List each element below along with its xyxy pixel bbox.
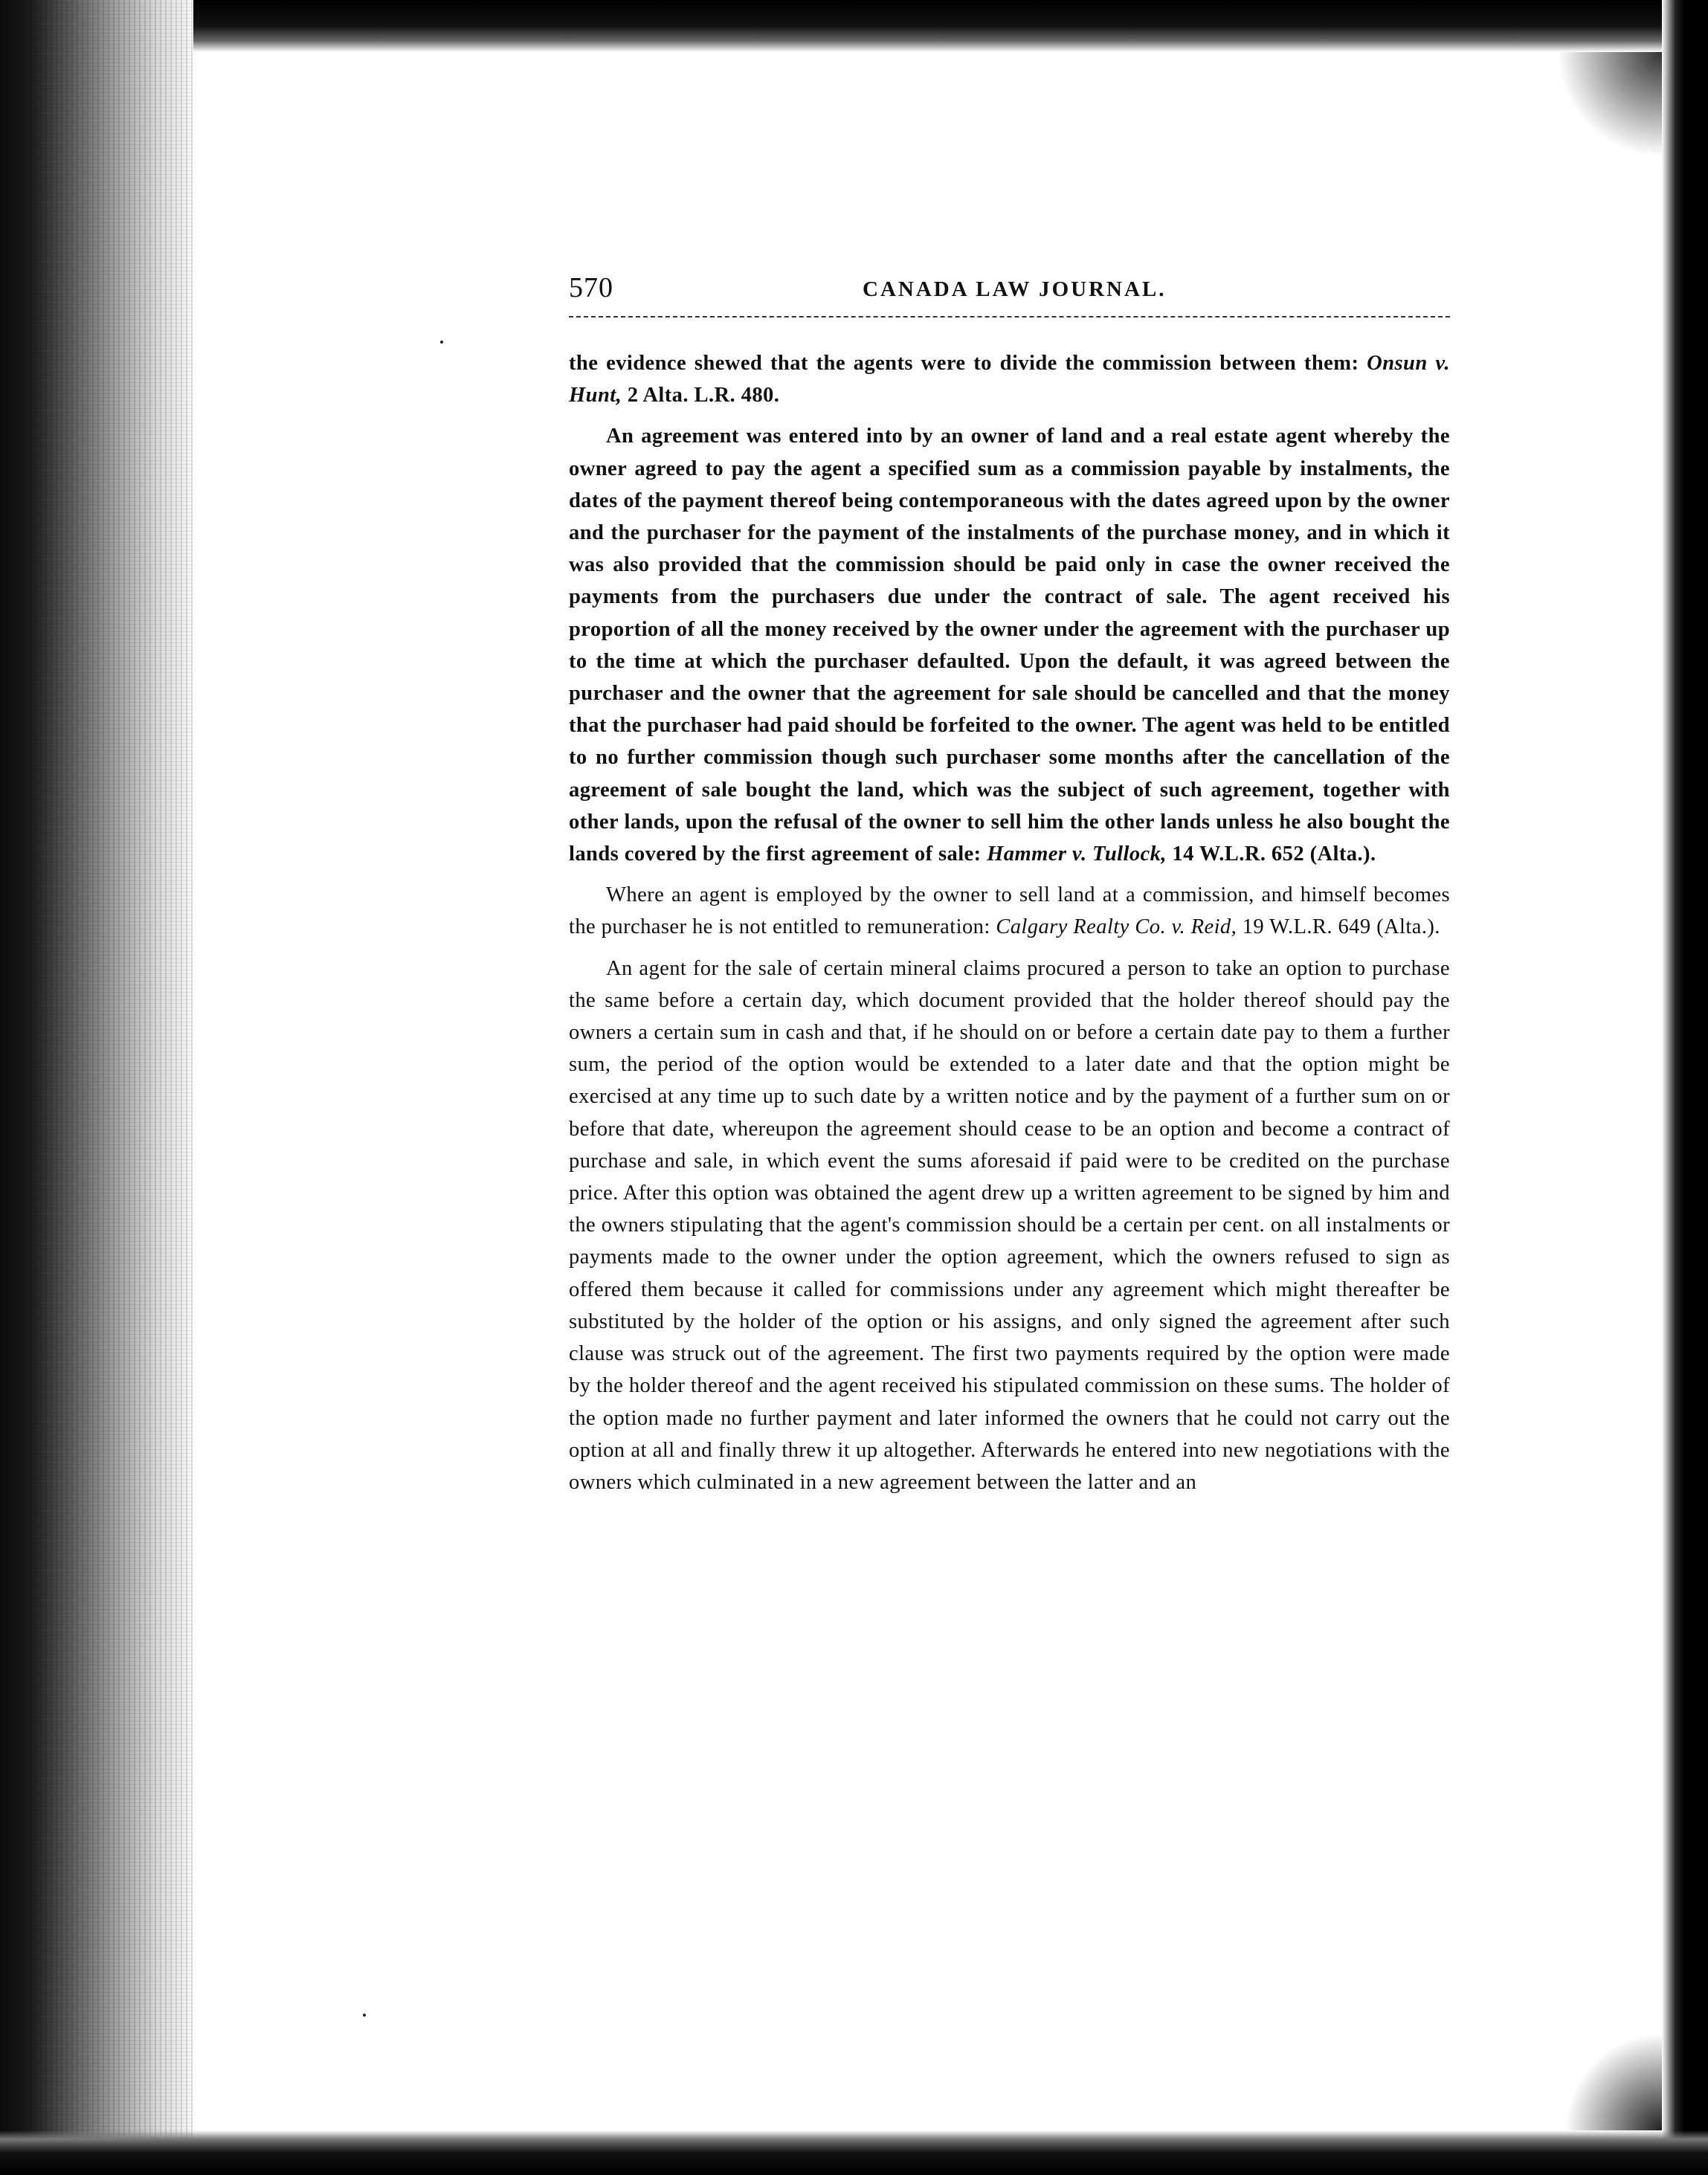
bottom-right-corner-shadow	[1513, 2034, 1662, 2130]
spine-scan-noise	[30, 0, 193, 2175]
page-header	[569, 271, 1450, 318]
citation-reference: 2 Alta. L.R. 480.	[622, 384, 780, 407]
top-scan-edge	[193, 0, 1662, 52]
paragraph	[569, 347, 1450, 411]
running-head: CANADA LAW JOURNAL.	[863, 277, 1167, 301]
citation-reference: 14 W.L.R. 652 (Alta.).	[1166, 842, 1376, 866]
case-citation: Calgary Realty Co. v. Reid,	[996, 915, 1237, 939]
paragraph-text: An agent for the sale of certain mineral claims procured a person to take an option to purchase the same before a certain day, which document provided that the holder thereof should pay the owners a certain sum in cash and that, if he should on or before a certain date pay to them a further sum, the period of the option would be extended to a later date and that the option might be exercised at any time up to such date by a written notice and by the payment of a further sum on or before that date, whereupon the agreement should cease to be an option and become a contract of purchase and sale, in which event the sums aforesaid if paid were to be credited on the purchase price. After this option was obtained the agent drew up a written agreement to be signed by him and the owners stipulating that the agent's commission should be a certain per cent. on all instalments or payments made to the owner under the option agreement, which the owners refused to sign as offered them because it called for commissions under any agreement which might thereafter be substituted by the holder of the option or his assigns, and only signed the agreement after such clause was struck out of the agreement. The first two payments required by the option were made by the holder thereof and the agent received his stipulated commission on these sums. The holder of the option made no further payment and later informed the owners that he could not carry out the option at all and finally threw it up altogether. Afterwards he entered into new negotiations with the owners which culminated in a new agreement between the latter and an	[569, 956, 1450, 1494]
journal-page	[569, 271, 1450, 1507]
page-number: 570	[569, 272, 613, 303]
paragraph	[569, 420, 1450, 870]
case-citation: Onsun v. Hunt,	[569, 352, 1450, 407]
citation-reference: 19 W.L.R. 649 (Alta.).	[1237, 915, 1440, 939]
scan-speck	[363, 2014, 366, 2017]
bottom-scan-edge	[0, 2130, 1708, 2175]
paragraph-text: An agreement was entered into by an owner of land and a real estate agent whereby the owner agreed to pay the agent a specified sum as a commission payable by instalments, the dates of the payment thereof being contemporaneous with the dates agreed upon by the owner and the purchaser for the payment of the instalments of the purchase money, and in which it was also provided that the commission should be paid only in case the owner received the payments from the purchasers due under the contract of sale. The agent received his proportion of all the money received by the owner under the agreement with the purchaser up to the time at which the purchaser defaulted. Upon the default, it was agreed between the purchaser and the owner that the agreement for sale should be cancelled and that the money that the purchaser had paid should be forfeited to the owner. The agent was held to be entitled to no further commission though such purchaser some months after the cancellation of the agreement of sale bought the land, which was the subject of such agreement, together with other lands, upon the refusal of the owner to sell him the other lands unless he also bought the lands covered by the first agreement of sale:	[569, 425, 1450, 866]
paragraph	[569, 953, 1450, 1498]
paragraph-text: the evidence shewed that the agents were to divide the commission between them:	[569, 352, 1367, 375]
paragraph-text: Where an agent is employed by the owner to sell land at a commission, and himself becomes the purchaser he is not entitled to remuneration:	[569, 883, 1450, 939]
scan-speck	[440, 341, 443, 344]
top-right-corner-shadow	[1543, 52, 1662, 164]
right-scan-edge	[1662, 0, 1708, 2175]
paragraph	[569, 879, 1450, 943]
case-citation: Hammer v. Tullock,	[987, 842, 1167, 866]
